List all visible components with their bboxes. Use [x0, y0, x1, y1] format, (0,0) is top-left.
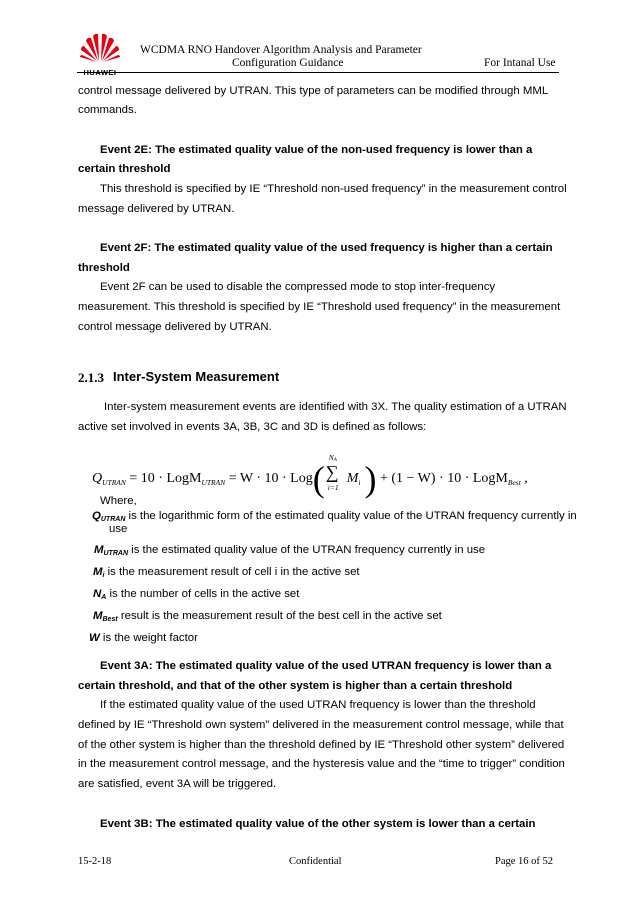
formula-right-paren: )	[364, 459, 377, 499]
section-title: Inter-System Measurement	[113, 369, 280, 384]
footer-date: 15-2-18	[78, 856, 112, 867]
formula-sum-term-sub: i	[358, 478, 361, 487]
event3a-para-1: If the estimated quality value of the used UTRAN frequency is lower than the threshold	[100, 699, 536, 711]
formula-sum-block	[325, 453, 347, 492]
def-mi-sub: i	[102, 572, 105, 579]
huawei-logo-icon	[78, 32, 122, 62]
def-mi-text: is the measurement result of cell i in the active set	[104, 566, 360, 578]
quality-formula	[92, 453, 528, 500]
event3a-para-2: defined by IE “Threshold own system” delivered in the measurement control message, while that	[78, 719, 564, 731]
formula-sum-bottom: i=1	[327, 483, 339, 492]
formula-eq1: = 10 · LogM	[125, 471, 202, 486]
event3a-para-3: of the other system is higher than the threshold defined by IE “Threshold other system” delivered	[78, 739, 565, 751]
intro-line2: commands.	[78, 104, 137, 116]
def-mbest	[93, 609, 442, 627]
def-q-cont: use	[109, 523, 128, 535]
section-number: 2.1.3	[78, 370, 104, 385]
def-mi-symbol: M	[93, 566, 103, 578]
event2e-para-2: message delivered by UTRAN.	[78, 203, 235, 215]
footer-page-number: Page 16 of 52	[495, 856, 554, 867]
def-mbest-sub: Best	[102, 616, 118, 623]
event2f-heading-1: Event 2F: The estimated quality value of the used frequency is higher than a certain	[100, 242, 553, 254]
def-m-text: is the estimated quality value of the UTRAN frequency currently in use	[128, 544, 486, 556]
formula-sum-top: $N_A$	[328, 453, 337, 463]
where-label: Where,	[100, 495, 137, 507]
def-w-text: is the weight factor	[99, 632, 198, 644]
huawei-logo	[78, 32, 122, 74]
def-q-text: is the logarithmic form of the estimated quality value of the UTRAN frequency currently in	[125, 510, 577, 522]
def-mi	[93, 565, 360, 583]
formula-best-sub: Best	[507, 478, 521, 487]
def-mbest-symbol: M	[93, 610, 103, 622]
formula-lhs-sub: UTRAN	[102, 478, 126, 487]
formula-m-sub: UTRAN	[201, 478, 226, 487]
event2e-heading-1: Event 2E: The estimated quality value of the non-used frequency is lower than a	[100, 144, 533, 156]
event3b-heading-1: Event 3B: The estimated quality value of the other system is lower than a certain	[100, 818, 536, 830]
event2e-heading-2: certain threshold	[78, 163, 171, 175]
def-m-sub: UTRAN	[103, 550, 128, 557]
def-na-text: is the number of cells in the active set	[106, 588, 300, 600]
formula-lhs: Q	[92, 471, 103, 486]
event2f-para-2: measurement. This threshold is specified by IE “Threshold used frequency” in the measurement	[78, 301, 561, 313]
section-para-1: Inter-system measurement events are identified with 3X. The quality estimation of a UTRAN	[104, 401, 567, 413]
header-usage: For Intanal Use	[484, 57, 556, 69]
def-q-sub: UTRAN	[100, 516, 126, 523]
event2f-para-3: control message delivered by UTRAN.	[78, 321, 272, 333]
formula-eq3: + (1 − W) · 10 · LogM	[376, 471, 508, 486]
def-w-symbol: W	[89, 632, 100, 644]
def-m-symbol: M	[94, 544, 104, 556]
event3a-heading-2: certain threshold, and that of the other system is higher than a certain threshold	[78, 680, 513, 692]
event3a-para-4: in the measurement control message, and the hysteresis value and the “time to trigger” condition	[78, 758, 565, 770]
event3a-heading-1: Event 3A: The estimated quality value of the used UTRAN frequency is lower than a	[100, 660, 552, 672]
def-w	[89, 631, 198, 645]
intro-line1: control message delivered by UTRAN. This type of parameters can be modified through MML	[78, 85, 549, 97]
formula-sum-term: M	[346, 471, 359, 486]
header-divider	[77, 72, 559, 73]
event2f-heading-2: threshold	[78, 262, 130, 274]
def-na	[93, 587, 299, 605]
event2f-para-1: Event 2F can be used to disable the compressed mode to stop inter-frequency	[100, 281, 496, 293]
def-mbest-text: result is the measurement result of the best cell in the active set	[117, 610, 442, 622]
def-m	[94, 543, 485, 561]
def-q-symbol: Q	[92, 510, 101, 522]
formula-tail: ,	[520, 471, 528, 486]
section-para-2: active set involved in events 3A, 3B, 3C and 3D is defined as follows:	[78, 421, 427, 433]
def-na-sub: A	[101, 594, 107, 601]
def-na-symbol: N	[93, 588, 102, 600]
event2e-para-1: This threshold is specified by IE “Threshold non-used frequency” in the measurement control	[100, 183, 567, 195]
formula-sum-symbol: ∑	[325, 462, 339, 482]
event3a-para-5: are satisfied, event 3A will be triggered.	[78, 778, 277, 790]
formula-eq2: = W · 10 · Log	[225, 471, 313, 486]
def-q	[92, 509, 577, 527]
header-title-line2: Configuration Guidance	[232, 57, 344, 69]
header-title-line1: WCDMA RNO Handover Algorithm Analysis and Parameter	[140, 44, 422, 56]
footer-confidential: Confidential	[289, 856, 342, 867]
formula-left-paren: (	[312, 459, 325, 499]
